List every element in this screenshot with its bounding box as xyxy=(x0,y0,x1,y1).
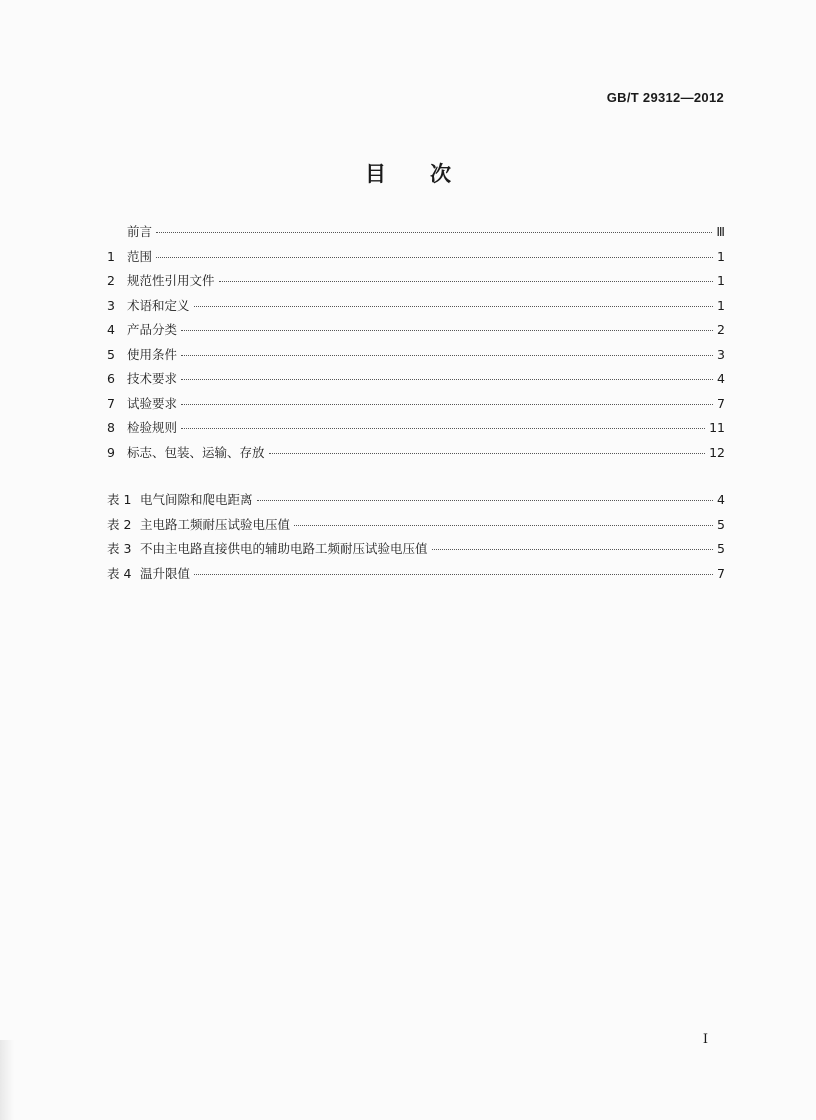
toc-entry-page: Ⅲ xyxy=(716,224,725,239)
toc-tables-list xyxy=(107,490,725,588)
toc-entry-label: 不由主电路直接供电的辅助电路工频耐压试验电压值 xyxy=(140,541,428,556)
dot-leader xyxy=(181,379,713,380)
scan-edge-shadow xyxy=(0,1040,14,1120)
toc-entry-label: 产品分类 xyxy=(127,322,178,337)
toc-entry-number: 表 1 xyxy=(107,492,132,507)
toc-entry[interactable] xyxy=(107,515,725,540)
toc-entry-number: 表 4 xyxy=(107,565,132,581)
title-part-1: 目 xyxy=(365,162,386,186)
toc-entry[interactable] xyxy=(107,369,725,394)
toc-entry-label: 规范性引用文件 xyxy=(127,273,215,288)
toc-entry-page: 7 xyxy=(717,565,725,581)
toc-entry-page: 5 xyxy=(717,541,725,556)
toc-entry[interactable] xyxy=(107,418,725,443)
dot-leader xyxy=(156,257,713,258)
toc-entry-page: 1 xyxy=(717,248,725,264)
toc-entry-label: 前言 xyxy=(127,224,153,239)
toc-entry[interactable] xyxy=(107,539,725,564)
toc-entry-number: 4 xyxy=(107,322,115,337)
toc-entry[interactable] xyxy=(107,443,725,468)
toc-entry-number: 8 xyxy=(107,420,115,435)
dot-leader xyxy=(194,574,713,575)
toc-entry-number: 表 3 xyxy=(107,541,132,556)
toc-entry[interactable] xyxy=(107,296,725,321)
toc-entry-number: 5 xyxy=(107,346,115,362)
toc-entry[interactable] xyxy=(107,345,725,370)
toc-entry-number: 6 xyxy=(107,371,115,386)
toc-entry-label: 电气间隙和爬电距离 xyxy=(140,492,253,507)
toc-entry-page: 2 xyxy=(717,322,725,337)
toc-entry-page: 3 xyxy=(717,346,725,362)
toc-entry-number: 3 xyxy=(107,297,115,313)
toc-main-list xyxy=(107,222,725,467)
toc-entry-label: 检验规则 xyxy=(127,420,178,435)
toc-entry-label: 使用条件 xyxy=(127,346,178,362)
standard-code: GB/T 29312—2012 xyxy=(606,90,724,105)
dot-leader xyxy=(156,232,712,233)
dot-leader xyxy=(194,306,713,307)
toc-entry-label: 主电路工频耐压试验电压值 xyxy=(140,516,291,532)
toc-entry[interactable] xyxy=(107,222,725,247)
toc-entry-page: 1 xyxy=(717,297,725,313)
dot-leader xyxy=(257,500,713,501)
toc-entry-number: 9 xyxy=(107,444,115,460)
toc-entry-number: 7 xyxy=(107,395,115,411)
dot-leader xyxy=(181,330,713,331)
dot-leader xyxy=(219,281,713,282)
toc-entry-page: 1 xyxy=(717,273,725,288)
dot-leader xyxy=(432,549,713,550)
toc-entry-number: 表 2 xyxy=(107,516,132,532)
toc-entry-page: 12 xyxy=(709,444,725,460)
dot-leader xyxy=(269,453,706,454)
toc-entry-label: 标志、包装、运输、存放 xyxy=(127,444,265,460)
toc-entry-label: 范围 xyxy=(127,248,153,264)
toc-entry-label: 温升限值 xyxy=(140,565,191,581)
toc-entry[interactable] xyxy=(107,394,725,419)
title-part-2: 次 xyxy=(430,162,451,186)
dot-leader xyxy=(181,355,713,356)
toc-entry-label: 试验要求 xyxy=(127,395,178,411)
toc-entry-label: 术语和定义 xyxy=(127,297,190,313)
toc-entry-page: 7 xyxy=(717,395,725,411)
toc-entry-number: 1 xyxy=(107,248,115,264)
dot-leader xyxy=(181,428,705,429)
toc-entry-page: 5 xyxy=(717,516,725,532)
toc-entry[interactable] xyxy=(107,490,725,515)
page-number: I xyxy=(702,1032,708,1047)
toc-entry[interactable] xyxy=(107,271,725,296)
toc-entry-page: 4 xyxy=(717,492,725,507)
dot-leader xyxy=(181,404,713,405)
toc-entry[interactable] xyxy=(107,247,725,272)
page-title xyxy=(0,158,816,188)
toc-entry-label: 技术要求 xyxy=(127,371,178,386)
dot-leader xyxy=(294,525,713,526)
toc-entry[interactable] xyxy=(107,564,725,589)
toc-entry[interactable] xyxy=(107,320,725,345)
toc-entry-page: 4 xyxy=(717,371,725,386)
toc-entry-number: 2 xyxy=(107,273,115,288)
toc-entry-page: 11 xyxy=(709,420,725,435)
